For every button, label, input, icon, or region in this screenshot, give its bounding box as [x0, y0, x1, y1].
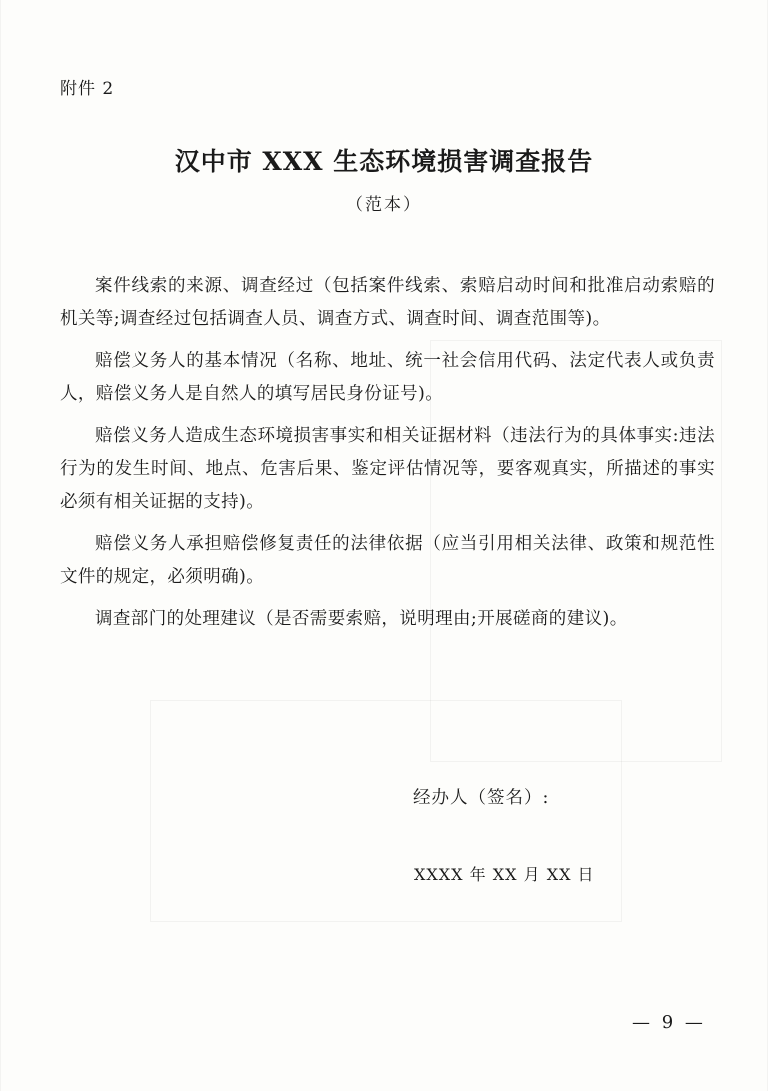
report-subtitle: （范本） [346, 195, 422, 215]
paragraph-damage-facts: 赔偿义务人造成生态环境损害事实和相关证据材料（违法行为的具体事实:违法行为的发生时间、地点、危害后果、鉴定评估情况等，要客观真实，所描述的事实必须有相关证据的支持)。 [60, 426, 715, 512]
attachment-label: 附件 2 [60, 79, 115, 99]
handler-signature-label: 经办人（签名）: [413, 788, 550, 808]
paragraph-legal-basis: 赔偿义务人承担赔偿修复责任的法律依据（应当引用相关法律、政策和规范性文件的规定，必须明确)。 [60, 534, 715, 587]
report-date: XXXX 年 XX 月 XX 日 [414, 865, 595, 884]
report-title: 汉中市 XXX 生态环境损害调查报告 [174, 147, 594, 176]
paragraph-recommendation: 调查部门的处理建议（是否需要索赔，说明理由;开展磋商的建议)。 [95, 609, 628, 629]
bleed-through-box [150, 700, 622, 922]
paragraph-case-source: 案件线索的来源、调查经过（包括案件线索、索赔启动时间和批准启动索赔的机关等;调查经过包括调查人员、调查方式、调查时间、调查范围等)。 [60, 276, 715, 329]
page-number: — 9 — [632, 1012, 706, 1033]
report-body [60, 270, 715, 645]
paragraph-obligor-info: 赔偿义务人的基本情况（名称、地址、统一社会信用代码、法定代表人或负责人，赔偿义务人是自然人的填写居民身份证号)。 [60, 351, 715, 404]
